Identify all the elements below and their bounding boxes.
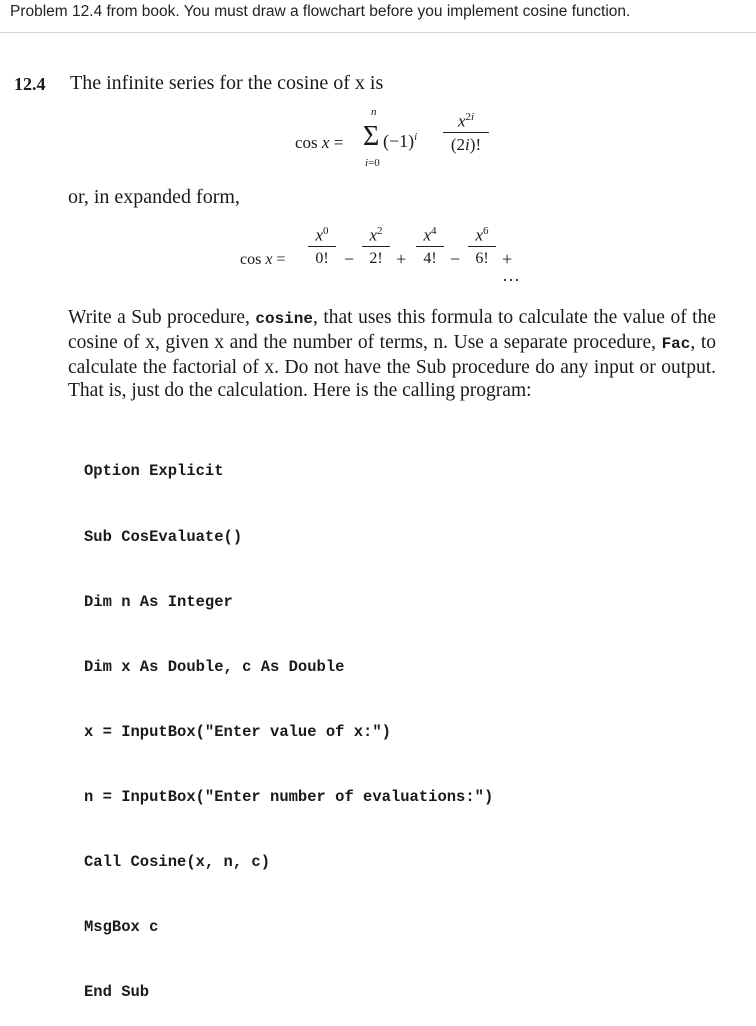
code-line: Call Cosine(x, n, c) [84,852,271,871]
cosine-keyword: cosine [255,310,313,328]
calling-program-code [84,418,493,1026]
code-line: MsgBox c [84,918,159,937]
cosine-sum-formula: cos x = n Σ i=0 $(-1)^i$ $\frac{x^{2i}}{(2i)!}$ [295,105,525,185]
code-line: n = InputBox("Enter number of evaluations:") [84,787,494,806]
code-line: Option Explicit [84,462,224,481]
code-line: Sub CosEvaluate() [84,527,243,546]
header-divider [0,32,756,33]
code-line: Dim x As Double, c As Double [84,657,345,676]
code-line: Dim n As Integer [84,592,233,611]
fac-keyword: Fac [661,335,691,353]
page-header: Problem 12.4 from book. You must draw a flowchart before you implement cosine function. [10,3,631,20]
problem-title: The infinite series for the cosine of x is [70,72,384,94]
code-line: End Sub [84,983,150,1002]
problem-description: Write a Sub procedure, cosine, that uses this formula to calculate the value of the cosine of x, given x and the number of terms, n. Use a separate procedure, Fac, to calculate the factorial of x. Do not have the Sub procedure do any input or output. That is, just do the calculation. Here is the calling program: [68,307,717,401]
problem-number: 12.4 [14,74,46,94]
code-line: x = InputBox("Enter value of x:") [84,722,391,741]
expanded-label: or, in expanded form, [68,186,240,208]
cosine-expanded-formula: cos x = $\frac{x^0}{0!}$ − $\frac{x^2}{2!}$ + $\frac{x^4}{4!}$ − $\frac{x^6}{6!}$ + ··· [240,225,520,290]
